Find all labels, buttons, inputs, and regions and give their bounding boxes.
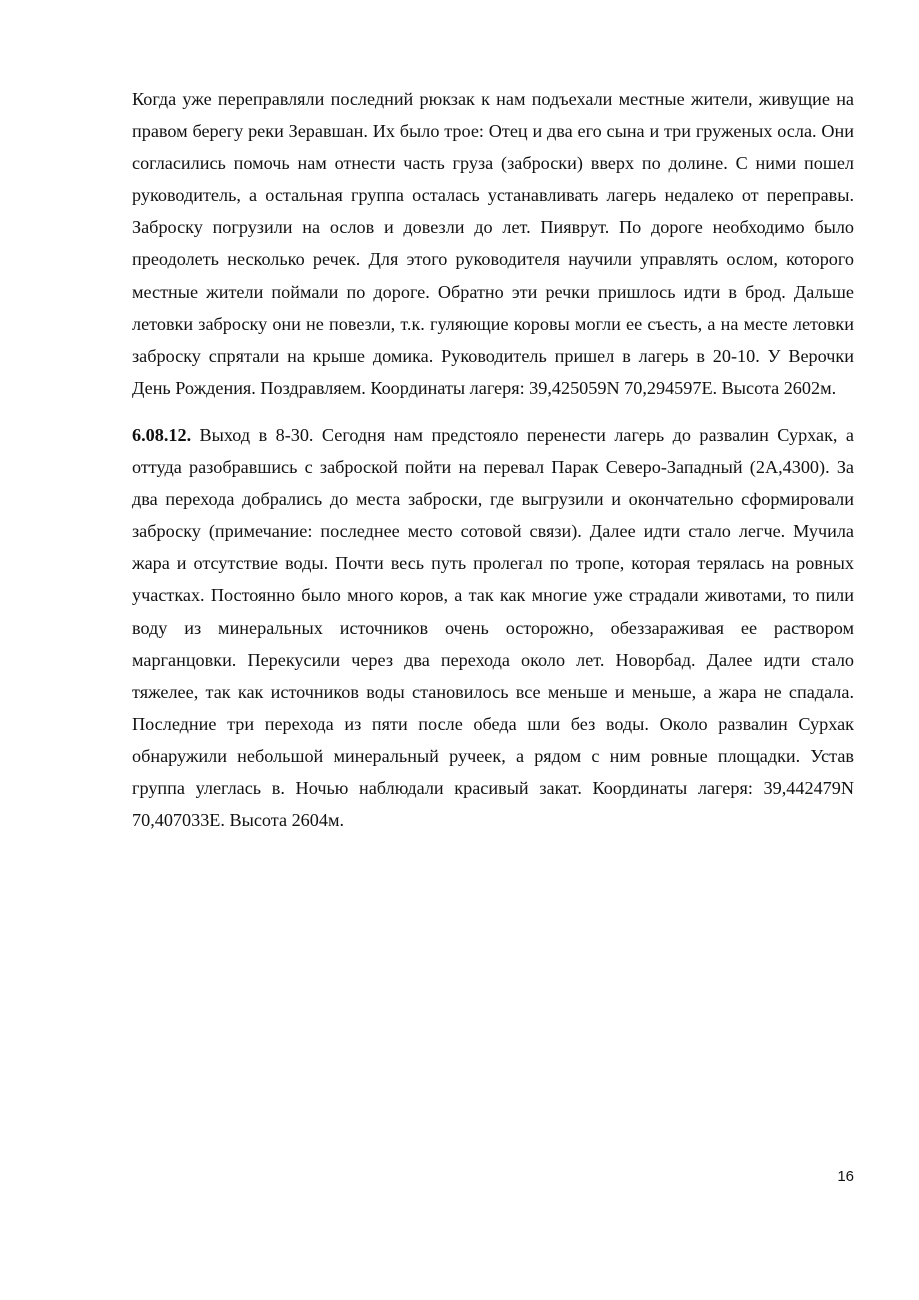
paragraph-2-text: Выход в 8-30. Сегодня нам предстояло перенести лагерь до развалин Сурхак, а оттуда разобравшись с заброской пойти на перевал Парак Северо-Западный (2А,4300). За два перехода добрались до места заброски, где выгрузили и окончательно сформировали заброску (примечание: последнее место сотовой связи). Далее идти стало легче. Мучила жара и отсутствие воды. Почти весь путь пролегал по тропе, которая терялась на ровных участках. Постоянно было много коров, а так как многие уже страдали животами, то пили воду из минеральных источников очень осторожно, обеззараживая ее раствором марганцовки. Перекусили через два перехода около лет. Новорбад. Далее идти стало тяжелее, так как источников воды становилось все меньше и меньше, а жара не спадала. Последние три перехода из пяти после обеда шли без воды. Около развалин Сурхак обнаружили небольшой минеральный ручеек, а рядом с ним ровные площадки. Устав группа улеглась в. Ночью наблюдали красивый закат. Координаты лагеря: 39,442479N 70,407033E. Высота 2604м.	[132, 424, 854, 831]
paragraph-1-text: Когда уже переправляли последний рюкзак к нам подъехали местные жители, живущие на правом берегу реки Зеравшан. Их было трое: Отец и два его сына и три груженых осла. Они согласились помочь нам отнести часть груза (заброски) вверх по долине. С ними пошел руководитель, а остальная группа осталась устанавливать лагерь недалеко от переправы. Заброску погрузили на ослов и довезли до лет. Пияврут. По дороге необходимо было преодолеть несколько речек. Для этого руководителя научили управлять ослом, которого местные жители поймали по дороге. Обратно эти речки пришлось идти в брод. Дальше летовки заброску они не повезли, т.к. гуляющие коровы могли ее съесть, а на месте летовки заброску спрятали на крыше домика. Руководитель пришел в лагерь в 20-10. У Верочки День Рождения. Поздравляем. Координаты лагеря: 39,425059N 70,294597E. Высота 2602м.	[132, 89, 854, 398]
paragraph-1	[132, 83, 854, 404]
page-number: 16	[837, 1168, 854, 1185]
page-body	[132, 83, 854, 836]
entry-date: 6.08.12.	[132, 424, 192, 445]
paragraph-2	[132, 419, 854, 836]
